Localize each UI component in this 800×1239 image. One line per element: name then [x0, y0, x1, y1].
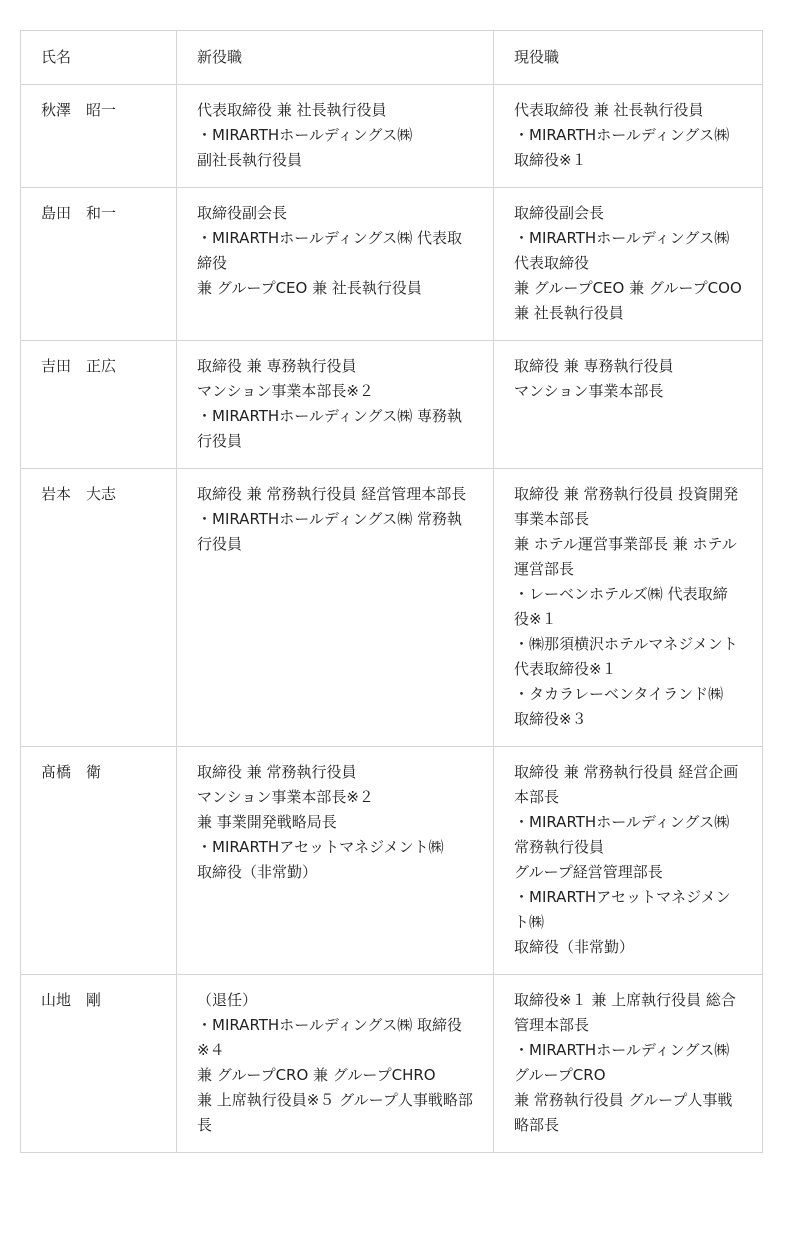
table-row [21, 85, 763, 188]
new-position-line: ・MIRARTHホールディングス㈱ 常務執行役員 [197, 510, 463, 553]
cell-current-position [494, 469, 763, 747]
new-position-line: 兼 上席執行役員※５ グループ人事戦略部長 [197, 1091, 473, 1134]
new-position-line: ・MIRARTHホールディングス㈱ 取締役※４ [197, 1016, 463, 1059]
new-position-line: 兼 グループCEO 兼 社長執行役員 [197, 279, 422, 297]
current-position-line: 代表取締役 兼 社長執行役員 [514, 101, 704, 119]
current-position-line: ・MIRARTHホールディングス㈱ 取締役※１ [514, 126, 730, 169]
new-position-line: 取締役 兼 常務執行役員 [197, 763, 357, 781]
current-position-line: 取締役※１ 兼 上席執行役員 総合管理本部長 [514, 991, 736, 1034]
table-row [21, 975, 763, 1153]
cell-new-position [177, 341, 494, 469]
cell-current-position [494, 747, 763, 975]
cell-name: 島田 和一 [21, 188, 177, 341]
header-new-position: 新役職 [177, 31, 494, 85]
current-position-line: 取締役 兼 常務執行役員 投資開発事業本部長 [514, 485, 739, 528]
new-position-line: 兼 グループCRO 兼 グループCHRO [197, 1066, 436, 1084]
current-position-line: 取締役（非常勤） [514, 938, 635, 956]
new-position-line: 取締役副会長 [197, 204, 288, 222]
cell-new-position [177, 188, 494, 341]
new-position-line: 兼 事業開発戦略局長 [197, 813, 337, 831]
header-row [21, 31, 763, 85]
current-position-line: 兼 社長執行役員 [514, 304, 624, 322]
current-position-line: ・MIRARTHホールディングス㈱ グループCRO [514, 1041, 730, 1084]
new-position-line: ・MIRARTHホールディングス㈱ 代表取締役 [197, 229, 463, 272]
current-position-line: ・MIRARTHホールディングス㈱ 常務執行役員 [514, 813, 730, 856]
executive-roster-table [20, 30, 763, 1153]
cell-current-position [494, 341, 763, 469]
current-position-line: マンション事業本部長 [514, 382, 664, 400]
new-position-line: （退任） [197, 991, 258, 1009]
cell-name: 髙橋 衛 [21, 747, 177, 975]
current-position-line: ・㈱那須横沢ホテルマネジメント [514, 635, 738, 653]
cell-current-position [494, 85, 763, 188]
cell-new-position [177, 469, 494, 747]
new-position-line: マンション事業本部長※２ [197, 382, 374, 400]
cell-name: 吉田 正広 [21, 341, 177, 469]
current-position-line: 取締役 兼 常務執行役員 経営企画本部長 [514, 763, 739, 806]
table-row [21, 341, 763, 469]
header-current-position: 現役職 [494, 31, 763, 85]
new-position-line: 取締役 兼 常務執行役員 経営管理本部長 [197, 485, 467, 503]
current-position-line: 取締役 兼 専務執行役員 [514, 357, 674, 375]
current-position-line: 代表取締役※１ [514, 660, 617, 678]
new-position-line: ・MIRARTHホールディングス㈱ 専務執行役員 [197, 407, 463, 450]
new-position-line: 取締役 兼 専務執行役員 [197, 357, 357, 375]
cell-name: 秋澤 昭一 [21, 85, 177, 188]
current-position-line: ・MIRARTHホールディングス㈱ 代表取締役 [514, 229, 730, 272]
table-row [21, 747, 763, 975]
cell-new-position [177, 747, 494, 975]
new-position-line: 代表取締役 兼 社長執行役員 [197, 101, 387, 119]
current-position-line: ・レーベンホテルズ㈱ 代表取締役※１ [514, 585, 728, 628]
header-name: 氏名 [21, 31, 177, 85]
current-position-line: ・MIRARTHアセットマネジメント㈱ [514, 888, 731, 931]
new-position-line: マンション事業本部長※２ [197, 788, 374, 806]
cell-new-position [177, 85, 494, 188]
new-position-line: 取締役（非常勤） [197, 863, 318, 881]
executive-roster [20, 30, 762, 1153]
cell-name: 岩本 大志 [21, 469, 177, 747]
current-position-line: グループ経営管理部長 [514, 863, 663, 881]
cell-new-position [177, 975, 494, 1153]
current-position-line: 兼 ホテル運営事業部長 兼 ホテル運営部長 [514, 535, 737, 578]
new-position-line: ・MIRARTHホールディングス㈱ [197, 126, 413, 144]
current-position-line: 兼 常務執行役員 グループ人事戦略部長 [514, 1091, 733, 1134]
table-row [21, 469, 763, 747]
cell-current-position [494, 188, 763, 341]
table-row [21, 188, 763, 341]
new-position-line: 副社長執行役員 [197, 151, 303, 169]
current-position-line: ・タカラレーベンタイランド㈱ 取締役※３ [514, 685, 724, 728]
cell-name: 山地 剛 [21, 975, 177, 1153]
cell-current-position [494, 975, 763, 1153]
current-position-line: 取締役副会長 [514, 204, 605, 222]
current-position-line: 兼 グループCEO 兼 グループCOO [514, 279, 742, 297]
new-position-line: ・MIRARTHアセットマネジメント㈱ [197, 838, 444, 856]
